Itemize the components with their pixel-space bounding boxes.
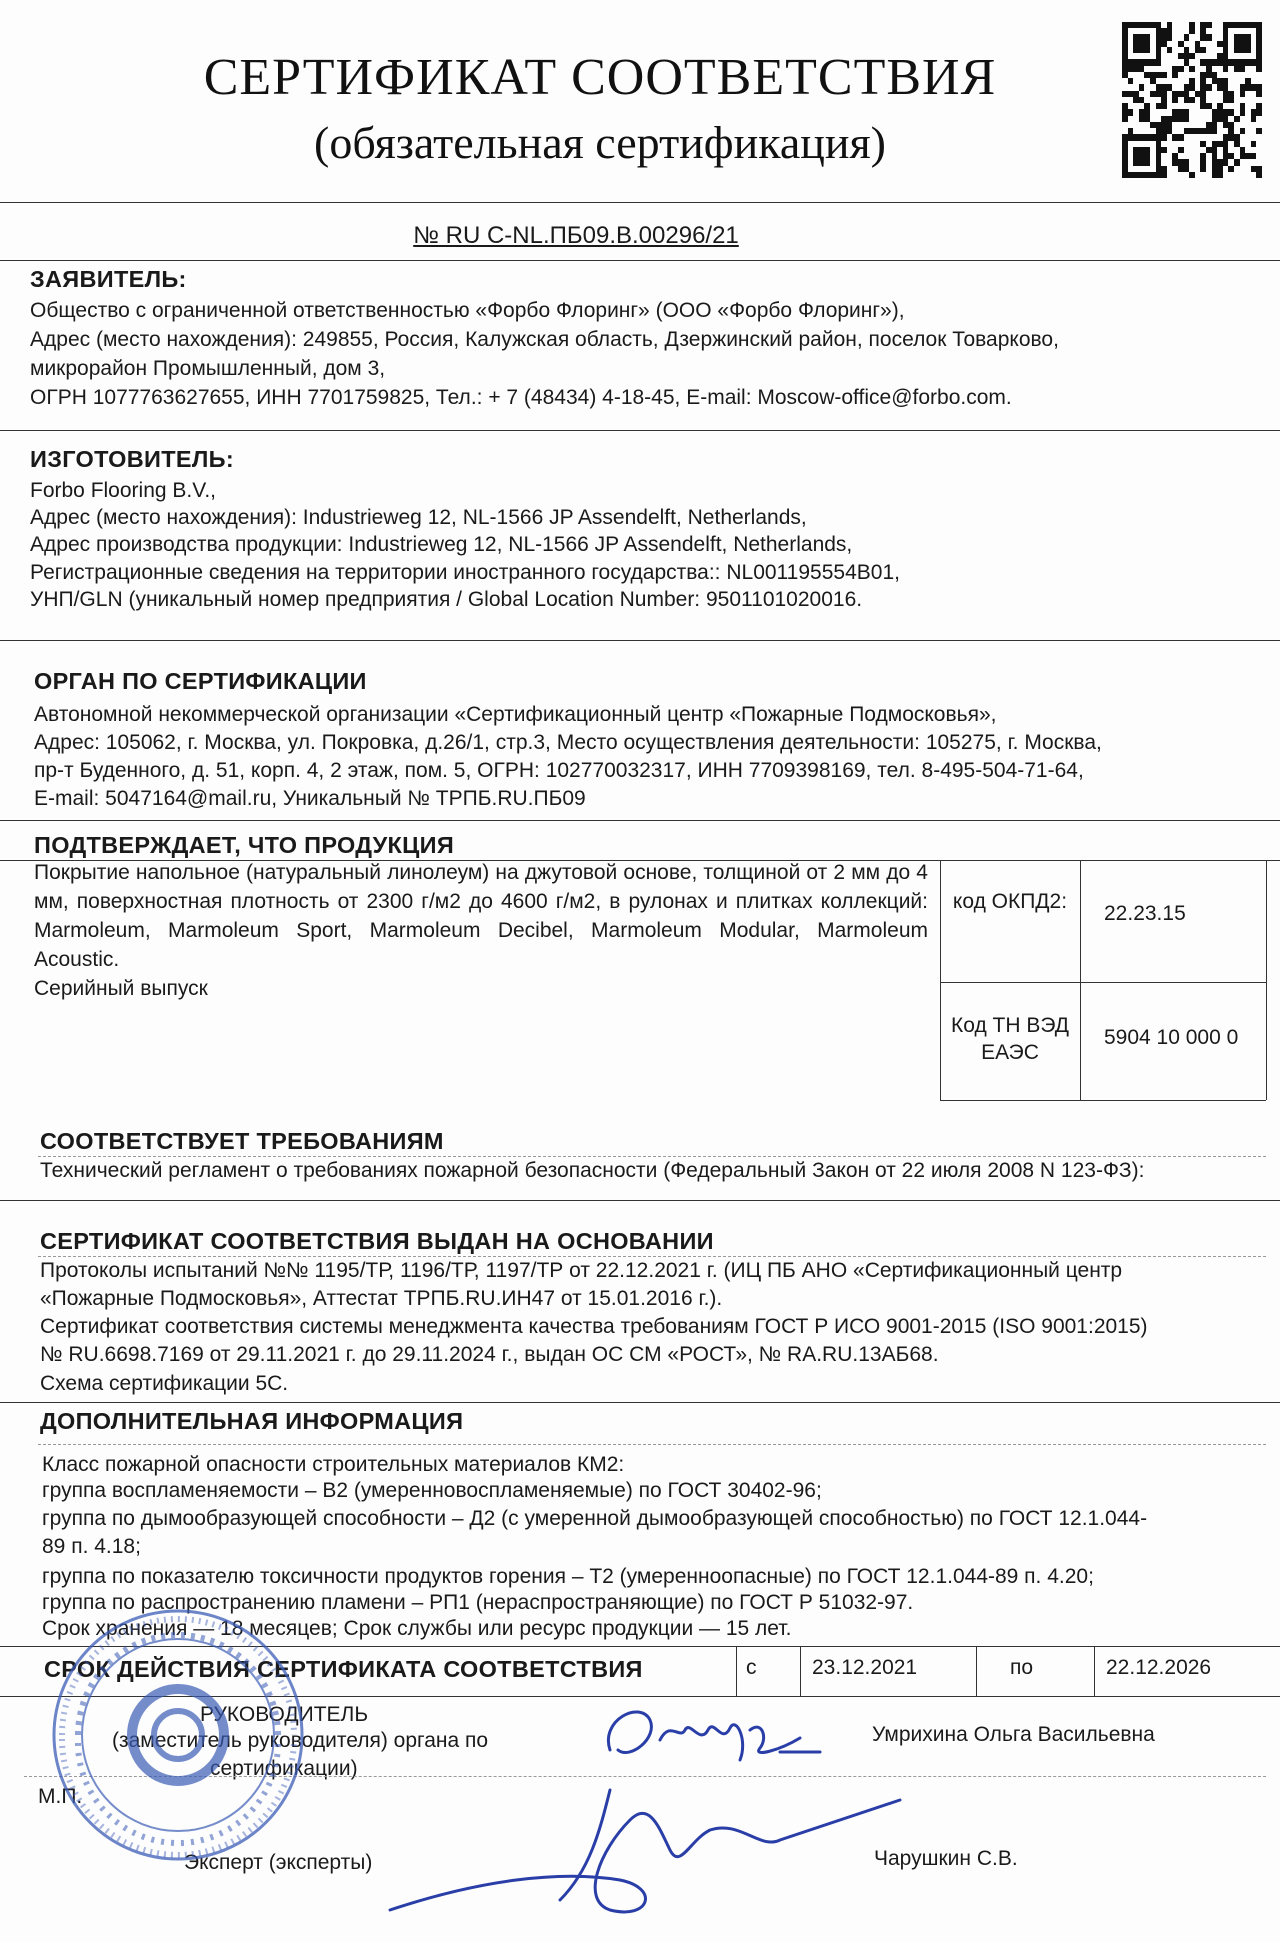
validity-to-label: по xyxy=(1010,1656,1034,1679)
table-border xyxy=(940,860,941,1100)
requirements-title: СООТВЕТСТВУЕТ ТРЕБОВАНИЯМ xyxy=(40,1128,444,1154)
tnved-label: Код ТН ВЭД ЕАЭС xyxy=(951,1014,1069,1064)
divider xyxy=(0,820,1280,821)
table-border xyxy=(940,1100,1266,1101)
cert-body-line: Автономной некоммерческой организации «Сертификационный центр «Пожарные Подмосковья», xyxy=(34,703,997,726)
table-border xyxy=(1094,1646,1095,1696)
applicant-line: Адрес (место нахождения): 249855, Россия, Калужская область, Дзержинский район, поселок Товарково, xyxy=(30,328,1059,351)
divider xyxy=(0,1200,1280,1201)
validity-from-label: с xyxy=(746,1656,757,1679)
manufacturer-line: Forbo Flooring B.V., xyxy=(30,479,216,502)
applicant-line: Общество с ограниченной ответственностью «Форбо Флоринг» (ООО «Форбо Флоринг»), xyxy=(30,299,905,322)
manufacturer-line: Адрес (место нахождения): Industrieweg 12, NL-1566 JP Assendelft, Netherlands, xyxy=(30,506,807,529)
certificate-subtitle: (обязательная сертификация) xyxy=(314,117,886,168)
applicant-title: ЗАЯВИТЕЛЬ: xyxy=(30,266,187,292)
divider xyxy=(0,260,1280,261)
mp-label: М.П. xyxy=(38,1785,83,1808)
additional-line: группа по распространению пламени – РП1 (нераспространяющие) по ГОСТ Р 51032-97. xyxy=(42,1591,914,1614)
requirements-text: Технический регламент о требованиях пожарной безопасности (Федеральный Закон от 22 июля 2008 N 123-ФЗ): xyxy=(40,1159,1145,1182)
basis-line: Схема сертификации 5С. xyxy=(40,1372,289,1395)
table-border xyxy=(1266,860,1267,1100)
cert-body-title: ОРГАН ПО СЕРТИФИКАЦИИ xyxy=(34,668,367,694)
table-border xyxy=(800,1646,801,1696)
basis-line: Сертификат соответствия системы менеджмента качества требованиям ГОСТ Р ИСО 9001-2015 (ISO 9001:2015) xyxy=(40,1315,1148,1338)
additional-title: ДОПОЛНИТЕЛЬНАЯ ИНФОРМАЦИЯ xyxy=(40,1408,464,1434)
cert-body-line: E-mail: 5047164@mail.ru, Уникальный № ТРПБ.RU.ПБ09 xyxy=(34,787,586,810)
cert-body-line: Адрес: 105062, г. Москва, ул. Покровка, д.26/1, стр.3, Место осуществления деятельности: 105275, г. Москва, xyxy=(34,731,1102,754)
manufacturer-line: УНП/GLN (уникальный номер предприятия / Global Location Number: 9501101020016. xyxy=(30,588,863,611)
basis-line: Протоколы испытаний №№ 1195/ТР, 1196/ТР, 1197/ТР от 22.12.2021 г. (ИЦ ПБ АНО «Сертификационный центр xyxy=(40,1259,1123,1282)
okpd-label: код ОКПД2: xyxy=(952,890,1068,913)
manufacturer-title: ИЗГОТОВИТЕЛЬ: xyxy=(30,446,234,472)
product-title: ПОДТВЕРЖДАЕТ, ЧТО ПРОДУКЦИЯ xyxy=(34,832,455,858)
applicant-line: микрорайон Промышленный, дом 3, xyxy=(30,357,386,380)
head-name: Умрихина Ольга Васильевна xyxy=(872,1723,1155,1746)
product-description: Покрытие напольное (натуральный линолеум) на джутовой основе, толщиной от 2 мм до 4 мм, поверхностная плотность от 2300 г/м2 до 4600 г/м2, в рулонах и плитках коллекций: Marmoleum, Marmoleum Sport, Marmoleum Decibel, Marmoleum Modular, Marmoleum Acoustic. xyxy=(34,861,928,971)
product-serial: Серийный выпуск xyxy=(34,977,208,1000)
divider xyxy=(0,202,1280,203)
basis-line: № RU.6698.7169 от 29.11.2021 г. до 29.11.2024 г., выдан ОС СМ «РОСТ», № RA.RU.13АБ68. xyxy=(40,1343,939,1366)
expert-name: Чарушкин С.В. xyxy=(874,1847,1018,1870)
qr-code-icon xyxy=(1122,22,1262,178)
table-border xyxy=(1080,860,1081,1100)
additional-line: Класс пожарной опасности строительных материалов КМ2: xyxy=(42,1453,625,1476)
validity-title: СРОК ДЕЙСТВИЯ СЕРТИФИКАТА СООТВЕТСТВИЯ xyxy=(44,1656,643,1682)
okpd-value: 22.23.15 xyxy=(1104,902,1186,925)
divider xyxy=(38,1444,1266,1445)
additional-line: Срок хранения — 18 месяцев; Срок службы или ресурс продукции — 15 лет. xyxy=(42,1617,792,1640)
manufacturer-line: Регистрационные сведения на территории иностранного государства:: NL001195554B01, xyxy=(30,561,900,584)
tnved-value: 5904 10 000 0 xyxy=(1104,1026,1239,1049)
additional-line: группа по показателю токсичности продуктов горения – Т2 (умеренноопасные) по ГОСТ 12.1.044-89 п. 4.20; xyxy=(42,1565,1094,1588)
expert-signature xyxy=(360,1760,920,1930)
additional-line: группа воспламеняемости – В2 (умеренновоспламеняемые) по ГОСТ 30402-96; xyxy=(42,1479,822,1502)
seal-stamp xyxy=(48,1605,308,1865)
additional-line: 89 п. 4.18; xyxy=(42,1535,141,1558)
validity-to: 22.12.2026 xyxy=(1106,1656,1212,1679)
head-label: (заместитель руководителя) органа по xyxy=(112,1729,489,1752)
manufacturer-line: Адрес производства продукции: Industrieweg 12, NL-1566 JP Assendelft, Netherlands, xyxy=(30,533,853,556)
basis-title: СЕРТИФИКАТ СООТВЕТСТВИЯ ВЫДАН НА ОСНОВАНИИ xyxy=(40,1228,714,1254)
expert-label: Эксперт (эксперты) xyxy=(184,1851,373,1874)
head-label: сертификации) xyxy=(210,1757,358,1780)
table-border xyxy=(736,1646,737,1696)
basis-line: «Пожарные Подмосковья», Аттестат ТРПБ.RU.ИН47 от 15.01.2016 г.). xyxy=(40,1287,723,1310)
additional-line: группа по дымообразующей способности – Д2 (с умеренной дымообразующей способностью) по ГОСТ 12.1.044- xyxy=(42,1507,1148,1530)
table-border xyxy=(976,1646,977,1696)
validity-from: 23.12.2021 xyxy=(812,1656,918,1679)
applicant-line: ОГРН 1077763627655, ИНН 7701759825, Тел.: + 7 (48434) 4-18-45, E-mail: Moscow-office@forbo.com. xyxy=(30,386,1012,409)
divider xyxy=(0,430,1280,431)
table-border xyxy=(940,982,1266,983)
cert-body-line: пр-т Буденного, д. 51, корп. 4, 2 этаж, пом. 5, ОГРН: 102770032317, ИНН 7709398169, тел. 8-495-504-71-64, xyxy=(34,759,1084,782)
certificate-title: СЕРТИФИКАТ СООТВЕТСТВИЯ xyxy=(203,49,997,106)
head-label: РУКОВОДИТЕЛЬ xyxy=(200,1703,369,1726)
certificate-number: № RU C-NL.ПБ09.В.00296/21 xyxy=(413,222,739,249)
divider xyxy=(0,1402,1280,1403)
divider xyxy=(0,640,1280,641)
